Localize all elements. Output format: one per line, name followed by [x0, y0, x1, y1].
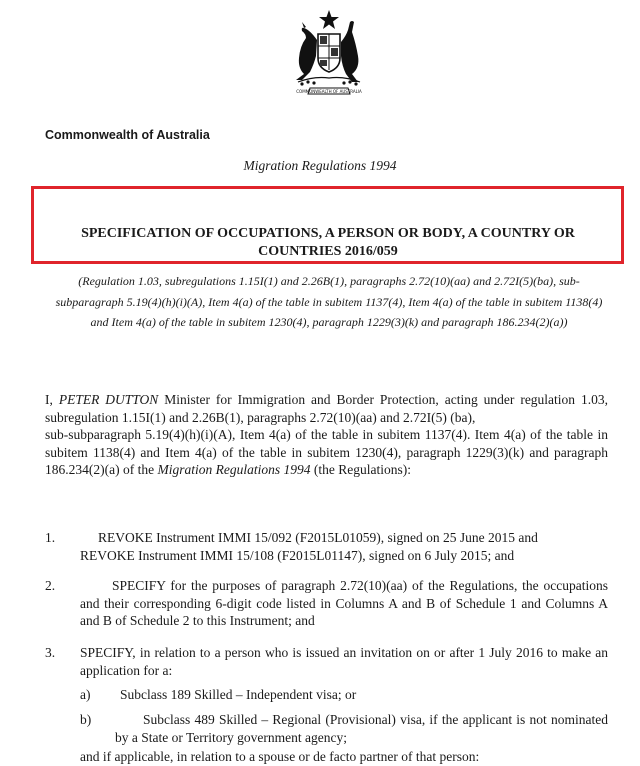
- list-item: REVOKE Instrument IMMI 15/092 (F2015L01059), signed on 25 June 2015 and REVOKE Instrument IMMI 15/108 (F2015L01147), signed on 6 July 2015; and: [80, 530, 538, 563]
- instrument-title: [40, 225, 616, 261]
- crest-label: COMMONWEALTH OF AUSTRALIA: [296, 89, 362, 94]
- coat-of-arms-icon: [284, 8, 374, 102]
- subitem-label: b): [80, 712, 92, 727]
- item-number: 2.: [45, 578, 56, 593]
- regulations-title: Migration Regulations 1994: [243, 158, 397, 173]
- regulations-ref: Migration Regulations 1994: [157, 462, 311, 477]
- instrument-title-line2: COUNTRIES 2016/059: [258, 244, 398, 259]
- intro-paragraph: I, PETER DUTTON Minister for Immigration and Border Protection, acting under regulation 1.03, subregulation 1.15I(1) and 2.26B(1), paragraphs 2.72(10)(aa) and 2.72I(5) (ba), sub-subparagraph 5.19(4)(h)(i)(A), Item 4(a) of the table in subitem 1137(4). Item 4(a) of the table in subitem 1138(4) and Item 4(a) of the table in subitem 1230(4), paragraph 1229(3)(k) and paragraph 186.234(2)(a) of the Migration Regulations 1994 (the Regulations):: [45, 392, 608, 477]
- list-item: SPECIFY, in relation to a person who is issued an invitation on or after 1 July 2016 to make an application for a:: [80, 645, 608, 678]
- subitem-label: a): [80, 687, 91, 702]
- subitem-text: Subclass 489 Skilled – Regional (Provisional) visa, if the applicant is not nominated by a State or Territory government agency;: [115, 712, 608, 745]
- instrument-title-line1: SPECIFICATION OF OCCUPATIONS, A PERSON OR BODY, A COUNTRY OR: [81, 226, 575, 241]
- subitem-text: Subclass 189 Skilled – Independent visa; or: [120, 687, 357, 702]
- instrument-subtitle: (Regulation 1.03, subregulations 1.15I(1) and 2.26B(1), paragraphs 2.72(10)(aa) and 2.72I(5)(ba), sub-subparagraph 5.19(4)(h)(i)(A), Item 4(a) of the table in subitem 1137(4), Item 4(a) of the table in subitem 1138(4) and Item 4(a) of the table in subitem 1230(4), paragraph 1229(3)(k) and paragraph 186.234(2)(a)): [55, 274, 603, 329]
- list-item: SPECIFY for the purposes of paragraph 2.72(10)(aa) of the Regulations, the occupations and their corresponding 6-digit code listed in Columns A and B of Schedule 1 and Columns A and B of Schedule 2 to this Instrument; and: [80, 578, 608, 628]
- item-tail: and if applicable, in relation to a spouse or de facto partner of that person:: [80, 749, 480, 764]
- minister-name: PETER DUTTON: [58, 392, 159, 407]
- item-number: 3.: [45, 645, 56, 660]
- item-number: 1.: [45, 530, 56, 545]
- issuer-heading: Commonwealth of Australia: [45, 128, 210, 142]
